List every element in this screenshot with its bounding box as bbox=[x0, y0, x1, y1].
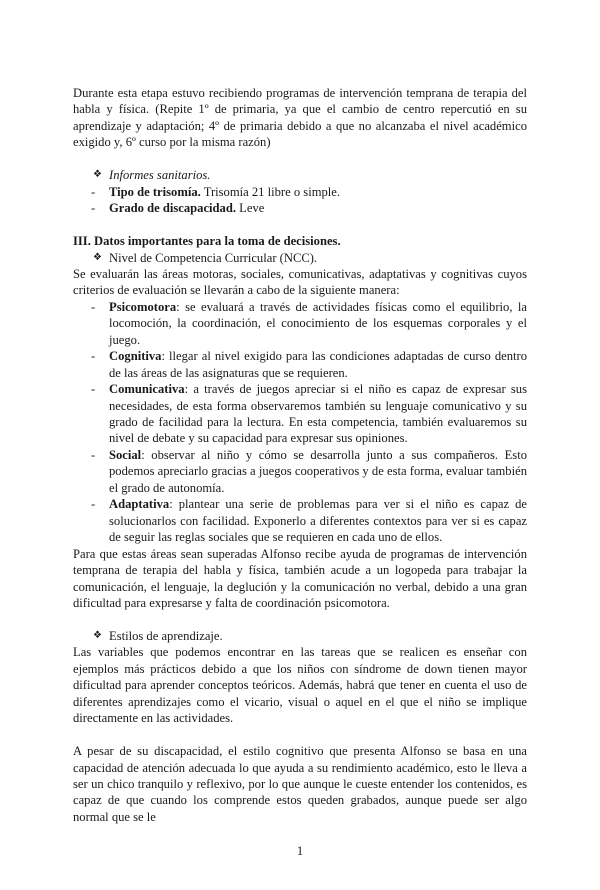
dash-bullet-icon: - bbox=[91, 382, 96, 397]
list-item bbox=[73, 496, 527, 545]
document-page bbox=[73, 0, 527, 890]
item-label: Adaptativa bbox=[109, 497, 170, 512]
dash-bullet-icon: - bbox=[91, 184, 96, 199]
ncc-intro: Se evaluarán las áreas motoras, sociales, comunicativas, adaptativas y cognitivas cuyos criterios de evaluación se llevarán a cabo de la siguiente manera: bbox=[73, 266, 527, 298]
health-reports-title bbox=[73, 167, 527, 183]
ncc-outro: Para que estas áreas sean superadas Alfonso recibe ayuda de programas de intervención temprana de terapia del habla y física, también acude a un logopeda para trabajar la comunicación, el lenguaje, la deglución y la comunicación no verbal, debido a una gran dificultad para expresarse y falta de coordinación psicomotora. bbox=[73, 546, 527, 611]
item-label: Grado de discapacidad. bbox=[109, 201, 237, 216]
item-text: : a través de juegos apreciar si el niño es capaz de expresar sus necesidades, de esta forma observaremos también su lenguaje comunicativo y su grado de facilidad para la lectura. En esta competencia, también evaluaremos su nivel de debate y su capacidad para expresar sus opiniones. bbox=[109, 382, 527, 446]
health-list bbox=[73, 184, 527, 217]
dash-bullet-icon: - bbox=[91, 447, 96, 462]
dash-bullet-icon: - bbox=[91, 349, 96, 364]
list-item bbox=[73, 184, 527, 200]
areas-list bbox=[73, 299, 527, 546]
list-item bbox=[73, 447, 527, 496]
item-text: Leve bbox=[236, 201, 265, 216]
page-number: 1 bbox=[296, 844, 304, 859]
diamond-bullet-icon: ❖ bbox=[93, 629, 102, 641]
ncc-title-text: Nivel de Competencia Curricular (NCC). bbox=[109, 250, 318, 265]
cognitive-style-paragraph: A pesar de su discapacidad, el estilo cognitivo que presenta Alfonso se basa en una capacidad de atención adecuada lo que ayuda a su rendimiento académico, esto le lleva a ser un chico tranquilo y reflexivo, por lo que aunque le cueste entender los contenidos, es capaz de que cuando los comprende estos queden grabados, aunque puede ser algo normal que se le bbox=[73, 744, 527, 824]
item-label: Tipo de trisomía. bbox=[109, 184, 201, 199]
item-label: Cognitiva bbox=[109, 349, 162, 364]
ncc-title bbox=[73, 250, 527, 266]
list-item bbox=[73, 348, 527, 381]
item-label: Comunicativa bbox=[109, 382, 185, 397]
intro-paragraph: Durante esta etapa estuvo recibiendo programas de intervención temprana de terapia del habla y física. (Repite 1º de primaria, ya que el cambio de centro repercutió en su aprendizaje y adaptación; 4º de primaria debido a que no alcanzaba el nivel académico exigido y, 6º curso por la misma razón) bbox=[73, 86, 527, 150]
item-text: : llegar al nivel exigido para las condiciones adaptadas de curso dentro de las áreas de las asignaturas que se requieren. bbox=[109, 349, 527, 380]
list-item bbox=[73, 381, 527, 447]
dash-bullet-icon: - bbox=[91, 497, 96, 512]
dash-bullet-icon: - bbox=[91, 299, 96, 314]
item-text: : plantear una serie de problemas para ver si el niño es capaz de solucionarlos con facilidad. Exponerlo a diferentes contextos para ver si es capaz de seguir las reglas sociales que se requieren en cada uno de ellos. bbox=[109, 497, 527, 545]
list-item bbox=[73, 299, 527, 348]
learning-styles-title bbox=[73, 628, 527, 644]
section-heading: III. Datos importantes para la toma de decisiones. bbox=[73, 234, 341, 249]
diamond-bullet-icon: ❖ bbox=[93, 251, 102, 263]
item-label: Psicomotora bbox=[109, 299, 177, 314]
diamond-bullet-icon: ❖ bbox=[93, 169, 102, 181]
list-item bbox=[73, 200, 527, 216]
item-text: : observar al niño y cómo se desarrolla junto a sus compañeros. Esto podemos apreciarlo gracias a juegos cooperativos y de esta forma, evaluar también el grado de autonomía. bbox=[109, 447, 527, 495]
health-reports-title-text: Informes sanitarios. bbox=[109, 168, 211, 183]
item-text: : se evaluará a través de actividades físicas como el equilibrio, la locomoción, la coordinación, el conocimiento de los esquemas corporales y el juego. bbox=[109, 299, 527, 347]
item-text: Trisomía 21 libre o simple. bbox=[200, 184, 341, 199]
learning-styles-title-text: Estilos de aprendizaje. bbox=[109, 628, 223, 643]
learning-styles-paragraph: Las variables que podemos encontrar en las tareas que se realicen es enseñar con ejemplos más prácticos debido a que los niños con síndrome de down tienen mayor dificultad para aprender conceptos teóricos. Además, habrá que tener en cuenta el uso de diferentes aprendizajes como el vicario, visual o aquel en el que el niño se implique directamente en las actividades. bbox=[73, 645, 527, 726]
item-label: Social bbox=[109, 447, 142, 462]
dash-bullet-icon: - bbox=[91, 201, 96, 216]
